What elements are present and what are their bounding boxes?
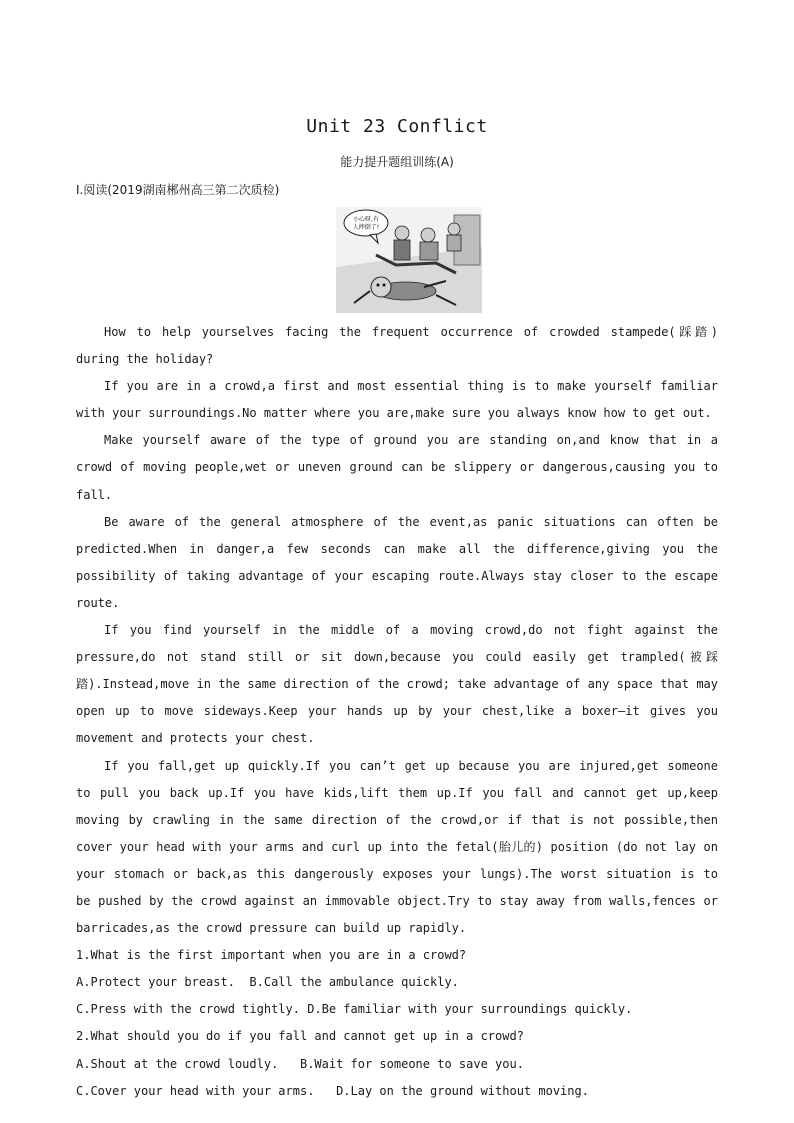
question-stem: 2.What should you do if you fall and cannot get up in a crowd? <box>76 1029 524 1044</box>
paragraph: If you find yourself in the middle of a moving crowd,do not fight against the pressure,do not stand still or sit down,because you could easily get trampled(被踩踏).Instead,move in the same direction of the crowd; take advantage of any space that may open up to move sideways.Keep your hands up by your chest,like a boxer—it gives you movement and protects your chest. <box>76 623 718 746</box>
unit-title: Unit 23 Conflict <box>306 116 488 137</box>
bubble-text-2: 人摔倒了! <box>352 224 380 231</box>
bubble-text-1: 小心呀,有 <box>353 216 379 223</box>
section-heading: Ⅰ.阅读(2019湖南郴州高三第二次质检) <box>76 183 280 197</box>
question-options: A.Protect your breast. B.Call the ambulance quickly. <box>76 975 459 990</box>
paragraph: Make yourself aware of the type of ground you are standing on,and know that in a crowd of moving people,wet or uneven ground can be slippery or dangerous,causing you to fall. <box>76 433 718 502</box>
question-options: C.Cover your head with your arms. D.Lay on the ground without moving. <box>76 1083 589 1098</box>
passage-body <box>76 319 718 1105</box>
question-stem: 1.What is the first important when you are in a crowd? <box>76 948 467 963</box>
question-options: A.Shout at the crowd loudly. B.Wait for someone to save you. <box>76 1056 524 1071</box>
paragraph: If you fall,get up quickly.If you can’t get up because you are injured,get someone to pull you back up.If you have kids,lift them up.If you fall and cannot get up,keep moving by crawling in the same direction of the crowd,or if that is not possible,then cover your head with your arms and curl up into the fetal(胎儿的) position (do not lay on your stomach or back,as this dangerously exposes your lungs).The worst situation is to be pushed by the crowd against an immovable object.Try to stay away from walls,fences or barricades,as the crowd pressure can build up rapidly. <box>76 758 718 936</box>
question-2 <box>76 1023 718 1104</box>
paragraph: If you are in a crowd,a first and most essential thing is to make yourself familiar with your surroundings.No matter where you are,make sure you always know how to get out. <box>76 379 718 421</box>
paragraph: How to help yourselves facing the frequent occurrence of crowded stampede(踩踏) during the holiday? <box>76 325 718 367</box>
stampede-cartoon-image <box>336 207 482 313</box>
question-1 <box>76 942 718 1023</box>
question-options: C.Press with the crowd tightly. D.Be familiar with your surroundings quickly. <box>76 1002 633 1017</box>
exercise-subtitle: 能力提升题组训练(A) <box>340 155 454 169</box>
paragraph: Be aware of the general atmosphere of the event,as panic situations can often be predicted.When in danger,a few seconds can make all the difference,giving you the possibility of taking advantage of your escaping route.Always stay closer to the escape route. <box>76 514 718 610</box>
